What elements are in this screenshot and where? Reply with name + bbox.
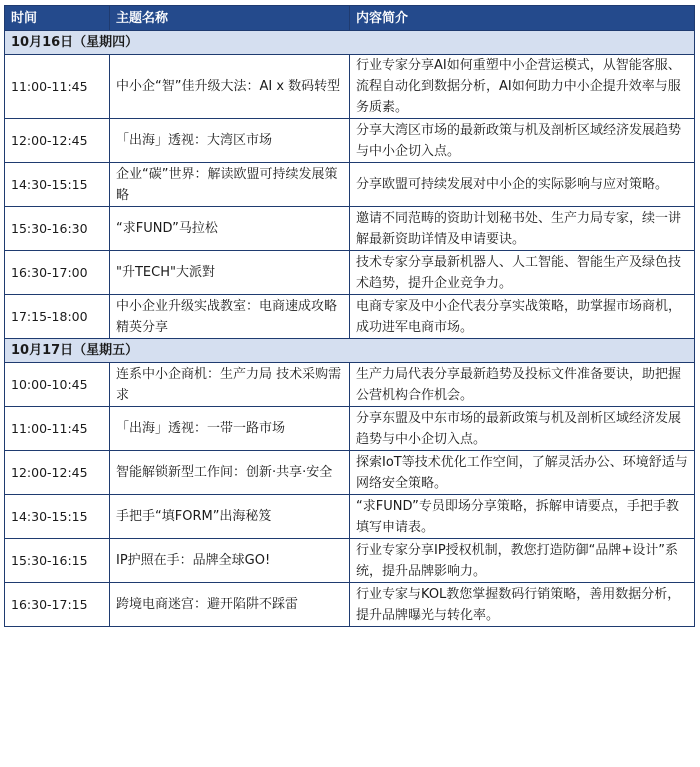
session-time: 12:00-12:45 — [5, 451, 110, 495]
session-topic: "升TECH"大派對 — [110, 251, 350, 295]
session-description: 行业专家分享IP授权机制，教您打造防御“品牌+设计”系统，提升品牌影响力。 — [350, 539, 695, 583]
session-row — [5, 539, 695, 583]
session-time: 16:30-17:15 — [5, 583, 110, 627]
header-description: 内容简介 — [350, 6, 695, 31]
session-description: 行业专家分享AI如何重塑中小企营运模式，从智能客服、流程自动化到数据分析，AI如何助力中小企提升效率与服务质素。 — [350, 55, 695, 119]
session-row — [5, 251, 695, 295]
day-row — [5, 31, 695, 55]
session-description: 生产力局代表分享最新趋势及投标文件准备要诀，助把握公营机构合作机会。 — [350, 363, 695, 407]
session-time: 17:15-18:00 — [5, 295, 110, 339]
session-description: 邀请不同范畴的资助计划秘书处、生产力局专家，续一讲解最新资助详情及申请要诀。 — [350, 207, 695, 251]
schedule-table — [4, 5, 695, 627]
session-time: 14:30-15:15 — [5, 163, 110, 207]
session-time: 11:00-11:45 — [5, 407, 110, 451]
session-topic: 智能解锁新型工作间：创新·共享·安全 — [110, 451, 350, 495]
session-row — [5, 451, 695, 495]
session-time: 10:00-10:45 — [5, 363, 110, 407]
session-time: 11:00-11:45 — [5, 55, 110, 119]
session-time: 12:00-12:45 — [5, 119, 110, 163]
session-topic: 企业“碳”世界：解读欧盟可持续发展策略 — [110, 163, 350, 207]
session-row — [5, 163, 695, 207]
session-topic: 「出海」透视：大湾区市场 — [110, 119, 350, 163]
session-description: “求FUND”专员即场分享策略，拆解申请要点，手把手教填写申请表。 — [350, 495, 695, 539]
session-row — [5, 207, 695, 251]
session-time: 15:30-16:30 — [5, 207, 110, 251]
session-description: 电商专家及中小企代表分享实战策略，助掌握市场商机，成功进军电商市场。 — [350, 295, 695, 339]
session-time: 16:30-17:00 — [5, 251, 110, 295]
session-description: 分享欧盟可持续发展对中小企的实际影响与应对策略。 — [350, 163, 695, 207]
session-topic: 手把手“填FORM”出海秘笈 — [110, 495, 350, 539]
session-topic: “求FUND”马拉松 — [110, 207, 350, 251]
session-topic: 跨境电商迷宫：避开陷阱不踩雷 — [110, 583, 350, 627]
session-topic: 中小企业升级实战教室：电商速成攻略精英分享 — [110, 295, 350, 339]
header-topic: 主题名称 — [110, 6, 350, 31]
session-topic: 「出海」透视：一带一路市场 — [110, 407, 350, 451]
day-row — [5, 339, 695, 363]
session-time: 14:30-15:15 — [5, 495, 110, 539]
session-row — [5, 363, 695, 407]
session-row — [5, 407, 695, 451]
session-row — [5, 495, 695, 539]
session-topic: 中小企“智”佳升级大法：AI x 数码转型 — [110, 55, 350, 119]
day-label: 10月16日（星期四） — [5, 31, 695, 55]
header-time: 时间 — [5, 6, 110, 31]
session-row — [5, 119, 695, 163]
session-description: 探索IoT等技术优化工作空间，了解灵活办公、环境舒适与网络安全策略。 — [350, 451, 695, 495]
session-description: 分享大湾区市场的最新政策与机及剖析区域经济发展趋势与中小企切入点。 — [350, 119, 695, 163]
session-topic: IP护照在手：品牌全球GO! — [110, 539, 350, 583]
header-row — [5, 6, 695, 31]
day-label: 10月17日（星期五） — [5, 339, 695, 363]
session-row — [5, 295, 695, 339]
session-description: 技术专家分享最新机器人、人工智能、智能生产及绿色技术趋势，提升企业竞争力。 — [350, 251, 695, 295]
session-row — [5, 583, 695, 627]
session-description: 行业专家与KOL教您掌握数码行销策略，善用数据分析，提升品牌曝光与转化率。 — [350, 583, 695, 627]
session-row — [5, 55, 695, 119]
session-time: 15:30-16:15 — [5, 539, 110, 583]
session-description: 分享东盟及中东市场的最新政策与机及剖析区域经济发展趋势与中小企切入点。 — [350, 407, 695, 451]
session-topic: 连系中小企商机：生产力局 技术采购需求 — [110, 363, 350, 407]
